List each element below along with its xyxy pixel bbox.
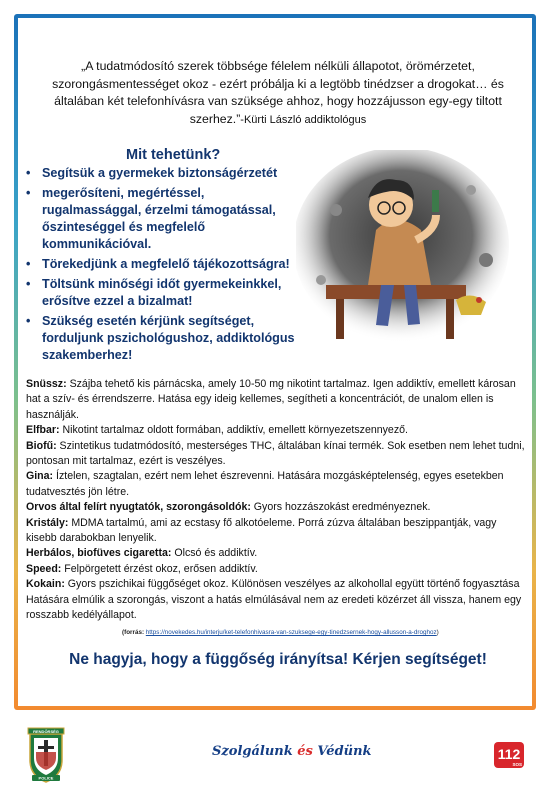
definition-text: Íztelen, szagtalan, ezért nem lehet észrevenni. Hatására mozgásképtelenség, egyes esetekben tudatvesztés jön létre. [26,470,504,498]
definition-text: Felpörgetett érzést okoz, erősen addiktív. [61,562,258,575]
definition-item [26,516,526,547]
list-item: • Töltsünk minőségi időt gyermekeinkkel, erősítve ezzel a bizalmat! [26,276,296,310]
definition-text: Gyors pszichikai függőséget okoz. Különösen veszélyes az alkohollal együtt történő fogyasztása Hatására elmúlik a szorongás, viszont a hatás elmúlásával nem az eredeti közérzet áll vissza, hanem egy rosszabb kedélyállapot. [26,578,522,622]
source-label: (forrás: [122,629,145,636]
definition-item [26,500,526,515]
emergency-112-logo [494,742,524,768]
definition-item [26,562,526,577]
crest-bottom-text: POLICE [38,775,54,781]
slogan-part-b: Védünk [312,744,372,759]
definition-item [26,469,526,500]
definition-item [26,577,526,623]
drug-definitions [26,377,526,624]
definition-term: Biofű: [26,439,57,452]
definition-text: Szájba tehető kis párnácska, amely 10-50 mg nikotint tartalmaz. Igen addiktív, emellett károsan hat a szív- és érrendszerre. Hatása egy ideig kellemes, segítheti a koncentrációt, de unalom ellen is használják. [26,378,516,421]
slogan [212,744,372,759]
distressed-teen-illustration [296,150,514,350]
definition-item [26,546,526,561]
quote-author: -Kürti László addiktológus [240,113,367,126]
slogan-part-a: Szolgálunk [212,744,298,759]
call-to-action: Ne hagyja, hogy a függőség irányítsa! Kérjen segítséget! [69,651,487,668]
list-item: • Törekedjünk a megfelelő tájékozottságra! [26,256,296,273]
definition-term: Kristály: [26,516,69,529]
definition-item [26,423,526,438]
slogan-and: és [297,744,313,759]
definition-item [26,439,526,470]
emergency-sub: SOS [512,762,522,767]
definition-term: Herbálos, biofüves cigaretta: [26,547,172,560]
source-link[interactable]: https://novekedes.hu/interju/ket-telefonhivasra-van-szuksege-egy-tinedzsernek-hogy-allusson-a-droghoz [145,629,437,636]
source-close: ) [436,629,439,636]
definition-term: Kokain: [26,578,65,591]
definition-term: Orvos által felírt nyugtatók, szorongásoldók: [26,501,251,514]
police-crest-logo [26,726,66,784]
definition-term: Snüssz: [26,378,67,390]
crest-top-text: RENDŐRSÉG [33,728,59,734]
definition-term: Speed: [26,562,62,575]
definition-term: Gina: [26,470,54,483]
list-item: • Segítsük a gyermekek biztonságérzetét [26,165,296,182]
advice-list [26,165,296,367]
definition-item [26,377,526,423]
source-citation [122,629,532,636]
definition-text: MDMA tartalmú, ami az ecstasy fő alkotóeleme. Porrá zúzva általában beszippantják, vagy kisebb darabokban lenyelik. [26,516,497,545]
definition-text: Nikotint tartalmaz oldott formában, addiktív, emellett környezetszennyező. [59,424,408,437]
quote-text: „A tudatmódosító szerek többsége félelem nélküli állapotot, örömérzetet, szorongásmentességet okoz - ezért próbálja ki a legtöbb tinédzser a drogokat… és általában két telefonhívásra van szüksége ahhoz, hogy hozzájusson egy-egy tiltott szerhez.” [52,59,504,126]
definition-text: Szintetikus tudatmódosító, mesterséges THC, általában kínai termék. Sok esetben nem lehet tudni, pontosan mit tartalmaz, ezért is veszélyes. [26,439,525,468]
definition-text: Olcsó és addiktív. [171,547,258,560]
list-item: • megerősíteni, megértéssel, rugalmassággal, érzelmi támogatással, őszinteséggel és megfelelő kommunikációval. [26,185,296,253]
definition-term: Elfbar: [26,424,60,437]
emergency-number: 112 [497,746,521,762]
footer [0,720,556,787]
quote-block [40,58,516,129]
section-title: Mit tehetünk? [126,147,221,163]
list-item: • Szükség esetén kérjünk segítséget, forduljunk pszichológushoz, addiktológus szakemberhez! [26,313,296,364]
definition-text: Gyors hozzászokást eredményeznek. [250,501,431,514]
